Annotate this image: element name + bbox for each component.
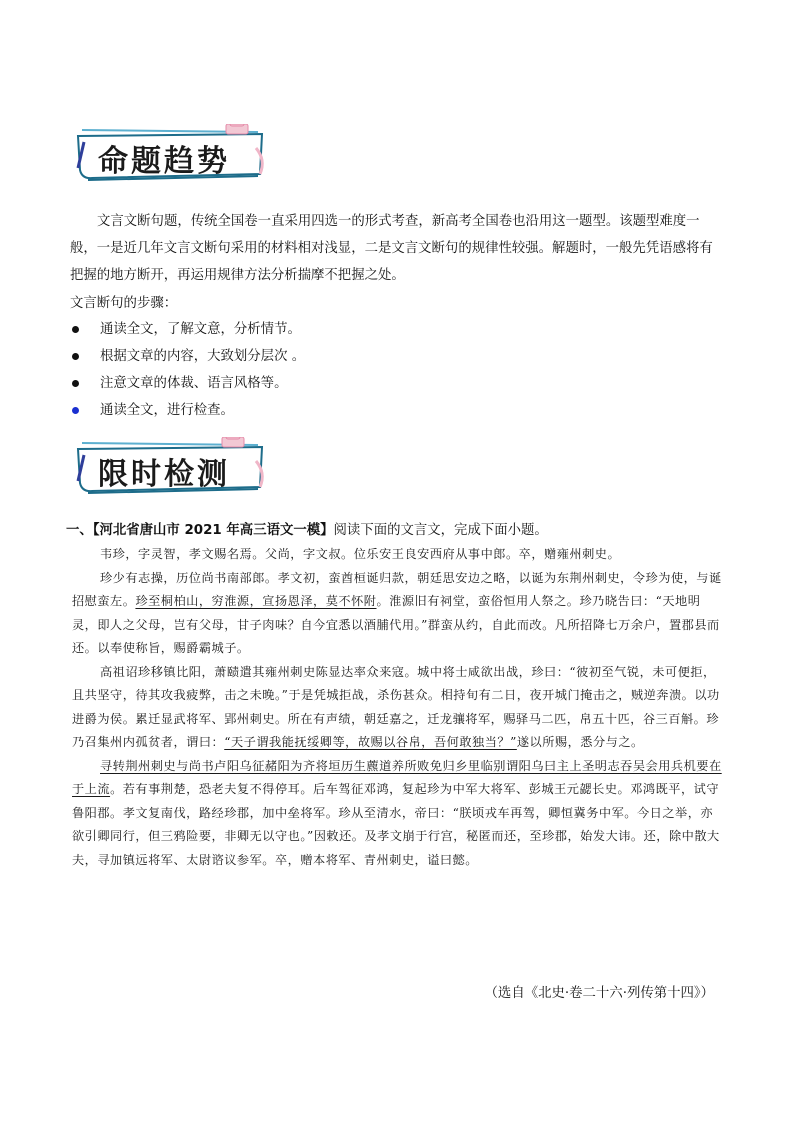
section-banner-test (72, 437, 268, 497)
steps-list (70, 316, 720, 424)
banner-title: 限时检测 (98, 457, 230, 492)
banner-title: 命题趋势 (98, 144, 230, 179)
underlined-sentence: 珍至桐柏山，穷淮源，宣扬恩泽，莫不怀附 (135, 594, 377, 608)
list-item: 根据文章的内容，大致划分层次 。 (70, 343, 720, 370)
passage-paragraph: 韦珍，字灵智，孝文赐名焉。父尚，字文叔。位乐安王良安西府从事中郎。卒，赠雍州刺史。 (100, 547, 621, 561)
question-source: 【河北省唐山市 2021 年高三语文一模】 (92, 523, 334, 538)
list-item: 注意文章的体裁、语言风格等。 (70, 370, 720, 397)
list-item: 通读全文，了解文意，分析情节。 (70, 316, 720, 343)
steps-heading: 文言断句的步骤： (70, 296, 178, 311)
passage-paragraph: 寻转荆州刺史与尚书卢阳乌征赭阳为齐将垣历生藨道养所败免归乡里临别谓阳乌曰主上圣明志吞吴会用兵机要在于上流。若有事荆楚，恐老夫复不得停耳。后车驾征邓鸿，复起珍为中军大将军、彭城王元勰长史。邓鸿既平，试守鲁阳郡。孝文复南伐，路经珍郡，加中垒将军。珍从至清水，帝曰：“朕顷戎车再驾，卿恒冀务中军。今日之举，亦欲引卿同行，但三鸦险要，非卿无以守也。”因敕还。及孝文崩于行宫，秘匿而还，至珍郡，始发大讳。还，除中散大夫，寻加镇远将军、太尉谘议参军。卒，赠本将军、青州刺史，谥曰懿。 (72, 758, 722, 867)
bullet-icon (72, 326, 79, 333)
passage-paragraph: 珍少有志操，历位尚书南部郎。孝文初，蛮酋桓诞归款，朝廷思安边之略，以诞为东荆州刺史，令珍为使，与诞招慰蛮左。珍至桐柏山，穷淮源，宣扬恩泽，莫不怀附。淮源旧有祠堂，蛮俗恒用人祭之。珍乃晓告曰：“天地明灵，即人之父母，岂有父母，甘子肉味？自今宜悉以酒脯代用。”群蛮从约，自此而改。凡所招降七万余户，置郡县而还。以奉使称旨，赐爵霸城子。 (72, 570, 722, 655)
question-number: 一、 (66, 523, 93, 538)
binder-clip-icon (226, 124, 248, 134)
underlined-sentence: 寻转荆州刺史与尚书卢阳乌征赭阳为齐将垣历生藨道养所败免归乡里临别谓阳乌曰主上圣明志吞吴会用兵机要在于上流 (72, 758, 722, 796)
question-prompt: 阅读下面的文言文，完成下面小题。 (333, 523, 548, 538)
source-citation: （选自《北史·卷二十六·列传第十四》） (484, 986, 714, 1001)
bullet-icon (72, 407, 79, 414)
bullet-icon (72, 380, 79, 387)
intro-paragraph: 文言文断句题，传统全国卷一直采用四选一的形式考查，新高考全国卷也沿用这一题型。该题型难度一般，一是近几年文言文断句采用的材料相对浅显，二是文言文断句的规律性较强。解题时，一般先凭语感将有把握的地方断开，再运用规律方法分析揣摩不把握之处。 (70, 214, 713, 283)
underlined-sentence: “天子谓我能抚绥卿等，故赐以谷帛，吾何敢独当？” (224, 735, 517, 749)
passage-paragraph: 高祖诏珍移镇比阳，萧赜遣其雍州刺史陈显达率众来寇。城中将士咸欲出战，珍曰：“彼初至气锐，未可便拒，且共坚守，待其攻我疲弊，击之未晚。”于是凭城拒战，杀伤甚众。相持旬有二日，夜开城门掩击之，贼逆奔溃。以功进爵为侯。累迁显武将军、郢州刺史。所在有声绩，朝廷嘉之，迁龙骧将军，赐驿马二匹，帛五十匹，谷三百斛。珍乃召集州内孤贫者，谓曰：“天子谓我能抚绥卿等，故赐以谷帛，吾何敢独当？”遂以所赐，悉分与之。 (72, 664, 720, 749)
section-banner-trend (72, 124, 268, 184)
list-item: 通读全文，进行检查。 (70, 397, 720, 424)
classical-passage (72, 543, 722, 872)
binder-clip-icon (222, 437, 244, 447)
bullet-icon (72, 353, 79, 360)
question-header (66, 520, 726, 542)
